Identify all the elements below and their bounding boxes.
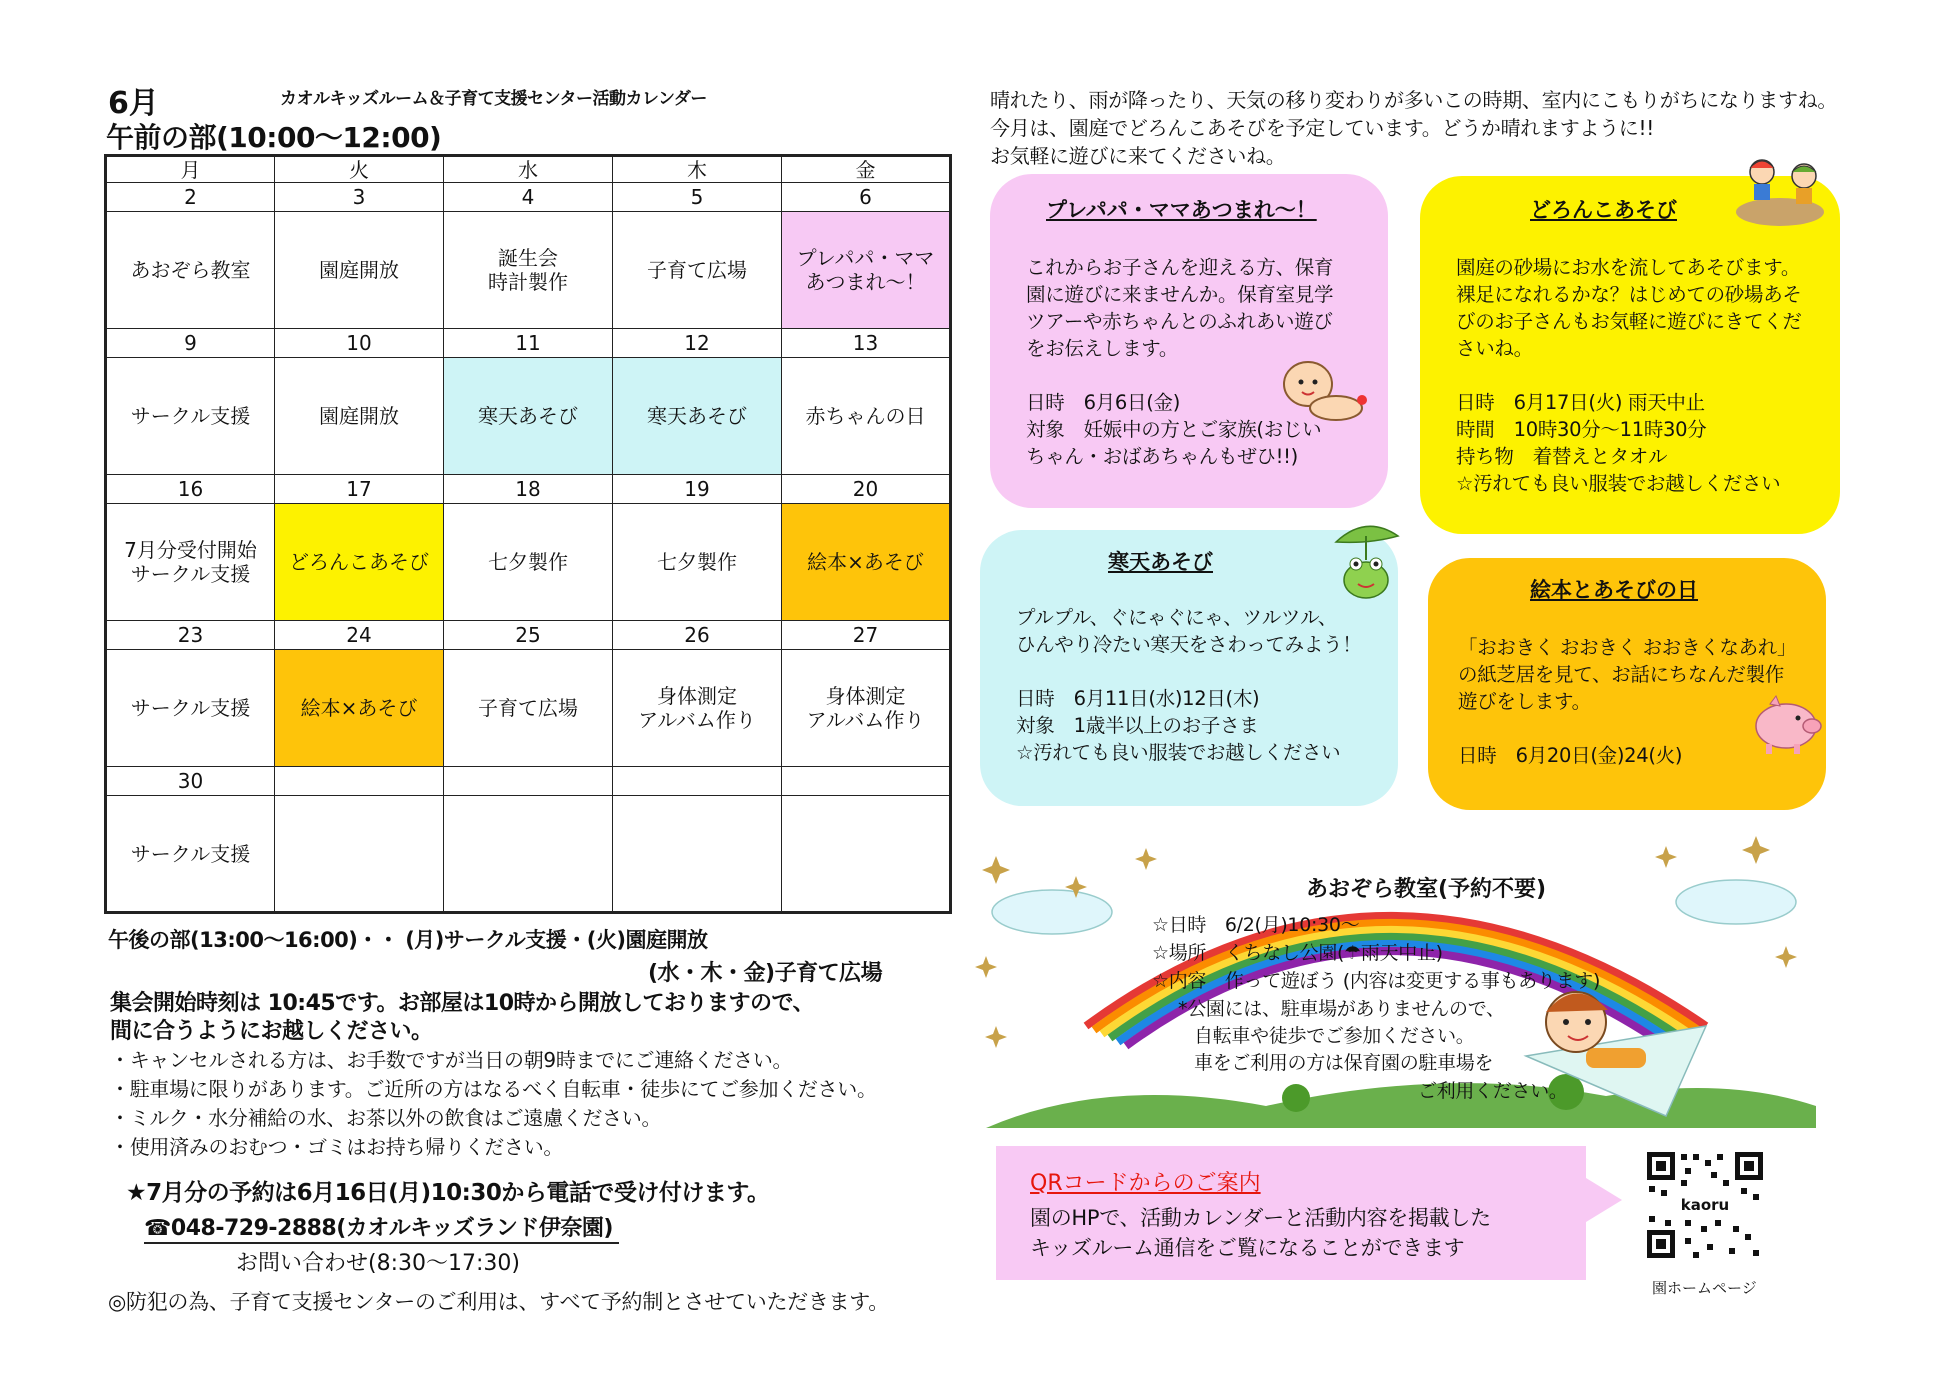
- activity-cell-wed: [444, 212, 613, 329]
- doronko-title: どろんこあそび: [1530, 198, 1677, 222]
- activity-cell-thu: [613, 796, 782, 913]
- activity-cell-mon: [106, 358, 275, 475]
- intro-line1: 晴れたり、雨が降ったり、天気の移り変わりが多いこの時期、室内にこもりがちになりますね。: [990, 88, 1838, 112]
- activity-cell-mon: [106, 212, 275, 329]
- qr-title-link[interactable]: QRコードからのご案内: [1030, 1171, 1261, 1196]
- activity-label: サークル支援: [130, 841, 251, 866]
- aozora-title: あおぞら教室(予約不要): [1306, 877, 1547, 902]
- activity-label: 赤ちゃんの日: [805, 404, 926, 428]
- aozora-note4: ご利用ください。: [1418, 1080, 1568, 1102]
- activity-cell-thu: [613, 504, 782, 621]
- aozora-note3: 車をご利用の方は保育園の駐車場を: [1194, 1052, 1494, 1074]
- weekday-fri: 金: [782, 156, 951, 183]
- qr-text-line1: 園のHPで、活動カレンダーと活動内容を掲載した: [1030, 1206, 1491, 1230]
- activity-row: [106, 796, 951, 913]
- activity-cell-fri: [782, 212, 951, 329]
- weekday-wed: 水: [444, 156, 613, 183]
- date-cell-wed: 4: [444, 183, 613, 212]
- date-cell-mon: 16: [106, 475, 275, 504]
- security-note: ◎防犯の為、子育て支援センターのご利用は、すべて予約制とさせていただきます。: [108, 1290, 889, 1314]
- activity-label: 園庭開放: [319, 258, 399, 282]
- date-cell-tue: 10: [275, 329, 444, 358]
- activity-row: [106, 358, 951, 475]
- date-cell-wed: 18: [444, 475, 613, 504]
- activity-cell-fri: [782, 796, 951, 913]
- phone-number: ☎048-729-2888(カオルキッズランド伊奈園): [144, 1211, 619, 1244]
- activity-cell-wed: [444, 504, 613, 621]
- kids-sandbox-icon: [1732, 150, 1832, 230]
- rule-diapers: ・使用済みのおむつ・ゴミはお持ち帰りください。: [110, 1135, 564, 1159]
- date-cell-wed: [444, 767, 613, 796]
- inquiry-hours: お問い合わせ(8:30～17:30): [236, 1251, 520, 1276]
- frog-icon: [1326, 514, 1410, 604]
- activity-cell-thu: [613, 650, 782, 767]
- kanten-title: 寒天あそび: [1108, 550, 1213, 574]
- prepapa-title: プレパパ・ママあつまれ～！: [1046, 198, 1317, 222]
- doronko-body: 園庭の砂場にお水を流してあそびます。 裸足になれるかな？はじめての砂場あそ びのお子さんもお気軽に遊びにきてくだ さいね。 日時 6月17日(火) 雨天中止 時間 10時30分～11時30分 持ち物 着替えとタオル ☆汚れても良い服装でお越しください: [1456, 256, 1802, 495]
- aozora-place: ☆場所 くちなし公園(☂雨天中止): [1152, 942, 1443, 964]
- date-cell-fri: [782, 767, 951, 796]
- date-cell-mon: 30: [106, 767, 275, 796]
- date-cell-fri: 13: [782, 329, 951, 358]
- activity-row: [106, 504, 951, 621]
- pig-icon: [1748, 694, 1828, 758]
- weekday-header-row: [106, 156, 951, 183]
- activity-cell-mon: [106, 796, 275, 913]
- activity-cell-wed: [444, 650, 613, 767]
- activity-cell-thu: [613, 358, 782, 475]
- aozora-note1: *公園には、駐車場がありませんので、: [1178, 998, 1505, 1020]
- kanten-body: プルプル、ぐにゃぐにゃ、ツルツル、 ひんやり冷たい寒天をさわってみよう！ 日時 6月11日(水)12日(木) 対象 1歳半以上のお子さま ☆汚れても良い服装でお越しください: [1016, 606, 1362, 764]
- rule-cancel: ・キャンセルされる方は、お手数ですが当日の朝9時までにご連絡ください。: [110, 1048, 793, 1072]
- qr-caption: 園ホームページ: [1652, 1279, 1757, 1297]
- activity-cell-tue: [275, 796, 444, 913]
- activity-cell-tue: [275, 650, 444, 767]
- date-row: [106, 621, 951, 650]
- date-cell-fri: 6: [782, 183, 951, 212]
- date-cell-fri: 27: [782, 621, 951, 650]
- date-row: [106, 475, 951, 504]
- activity-label: 絵本×あそび: [807, 550, 924, 574]
- date-cell-tue: 3: [275, 183, 444, 212]
- aozora-content: ☆内容 作って遊ぼう (内容は変更する事もあります): [1152, 970, 1601, 992]
- prepapa-card: [990, 174, 1388, 508]
- activity-label: サークル支援: [130, 404, 251, 428]
- activity-cell-wed: [444, 796, 613, 913]
- activity-label: 身体測定 アルバム作り: [638, 684, 756, 732]
- date-cell-tue: 24: [275, 621, 444, 650]
- date-cell-mon: 23: [106, 621, 275, 650]
- activity-row: [106, 650, 951, 767]
- date-cell-thu: 26: [613, 621, 782, 650]
- date-cell-thu: [613, 767, 782, 796]
- date-cell-tue: 17: [275, 475, 444, 504]
- weekday-thu: 木: [613, 156, 782, 183]
- activity-label: プレパパ・ママ あつまれ～！: [796, 246, 935, 294]
- activity-cell-tue: [275, 504, 444, 621]
- date-cell-wed: 11: [444, 329, 613, 358]
- rule-food: ・ミルク・水分補給の水、お茶以外の飲食はご遠慮ください。: [110, 1106, 662, 1130]
- activity-calendar: [104, 154, 952, 914]
- notice-line2: 間に合うようにお越しください。: [110, 1019, 433, 1044]
- qr-text-line2: キッズルーム通信をご覧になることができます: [1030, 1236, 1465, 1260]
- activity-cell-fri: [782, 504, 951, 621]
- date-cell-mon: 2: [106, 183, 275, 212]
- aozora-date: ☆日時 6/2(月)10:30～: [1152, 914, 1360, 936]
- date-cell-wed: 25: [444, 621, 613, 650]
- activity-row: [106, 212, 951, 329]
- month-label: 6月: [108, 86, 159, 121]
- date-cell-thu: 12: [613, 329, 782, 358]
- intro-line2: 今月は、園庭でどろんこあそびを予定しています。どうか晴れますように!!: [990, 116, 1654, 140]
- activity-label: 絵本×あそび: [300, 696, 418, 720]
- date-cell-mon: 9: [106, 329, 275, 358]
- date-cell-thu: 19: [613, 475, 782, 504]
- activity-cell-mon: [106, 504, 275, 621]
- notice-line1: 集会開始時刻は 10:45です。お部屋は10時から開放しておりますので、: [110, 991, 815, 1016]
- activity-label: サークル支援: [130, 696, 251, 720]
- ehon-body: 「おおきく おおきく おおきくなあれ」 の紙芝居を見て、お話にちなんだ製作 遊びをします。 日時 6月20日(金)24(火): [1458, 636, 1797, 767]
- date-row: [106, 329, 951, 358]
- afternoon-session-line2: (水・木・金)子育て広場: [648, 961, 883, 986]
- baby-icon: [1274, 358, 1374, 428]
- activity-label: 子育て広場: [478, 696, 578, 720]
- activity-label: 誕生会 時計製作: [488, 246, 568, 294]
- activity-cell-fri: [782, 650, 951, 767]
- qr-code-icon[interactable]: [1645, 1150, 1765, 1260]
- ehon-title: 絵本とあそびの日: [1530, 578, 1698, 602]
- weekday-tue: 火: [275, 156, 444, 183]
- activity-cell-wed: [444, 358, 613, 475]
- reservation-notice: ★7月分の予約は6月16日(月)10:30から電話で受け付けます。: [126, 1180, 770, 1206]
- weekday-mon: 月: [106, 156, 275, 183]
- afternoon-session-line1: 午後の部(13:00～16:00)・・ (月)サークル支援・(火)園庭開放: [108, 928, 708, 952]
- date-cell-thu: 5: [613, 183, 782, 212]
- activity-label: 七夕製作: [488, 550, 568, 574]
- activity-cell-fri: [782, 358, 951, 475]
- date-row: [106, 183, 951, 212]
- rule-parking: ・駐車場に限りがあります。ご近所の方はなるべく自転車・徒歩にてご参加ください。: [110, 1077, 877, 1101]
- activity-label: 七夕製作: [657, 550, 737, 574]
- aozora-note2: 自転車や徒歩でご参加ください。: [1194, 1025, 1475, 1047]
- activity-label: 7月分受付開始 サークル支援: [124, 538, 257, 586]
- intro-line3: お気軽に遊びに来てくださいね。: [990, 144, 1286, 168]
- qr-code-label: kaoru: [1680, 1196, 1730, 1214]
- activity-cell-tue: [275, 212, 444, 329]
- date-cell-fri: 20: [782, 475, 951, 504]
- date-row: [106, 767, 951, 796]
- morning-session-label: 午前の部(10:00～12:00): [106, 121, 442, 154]
- calendar-title: カオルキッズルーム＆子育て支援センター活動カレンダー: [280, 89, 707, 109]
- activity-cell-thu: [613, 212, 782, 329]
- activity-label: 園庭開放: [319, 404, 399, 428]
- activity-label: 寒天あそび: [647, 404, 747, 428]
- date-cell-tue: [275, 767, 444, 796]
- ehon-card: [1428, 558, 1826, 810]
- prepapa-body: これからお子さんを迎える方、保育 園に遊びに来ませんか。保育室見学 ツアーや赤ちゃんとのふれあい遊び をお伝えします。 日時 6月6日(金) 対象 妊娠中の方とご家族(おじい ちゃん・おばあちゃんもぜひ!!): [1026, 256, 1334, 468]
- activity-label: 子育て広場: [647, 258, 747, 282]
- activity-cell-mon: [106, 650, 275, 767]
- activity-label: あおぞら教室: [130, 258, 251, 282]
- activity-label: 寒天あそび: [478, 404, 578, 428]
- qr-pointer: [1586, 1178, 1622, 1222]
- activity-label: どろんこあそび: [289, 550, 429, 574]
- activity-cell-tue: [275, 358, 444, 475]
- activity-label: 身体測定 アルバム作り: [806, 684, 925, 732]
